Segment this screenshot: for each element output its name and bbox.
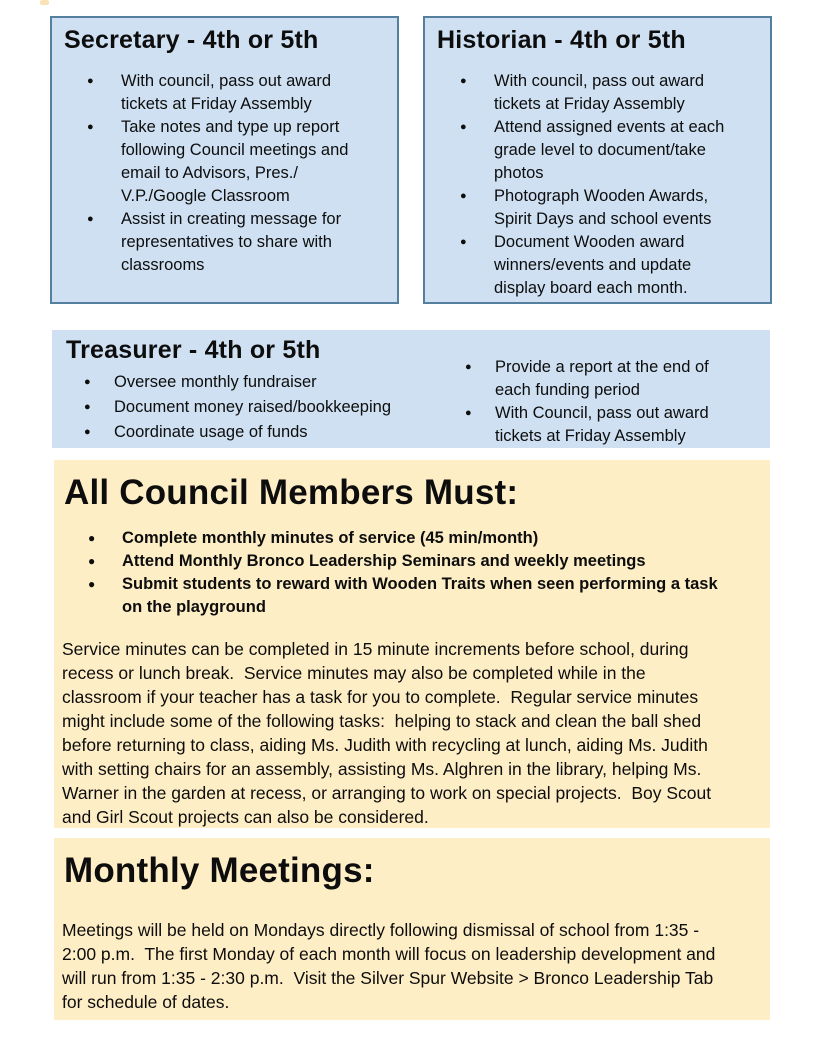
secretary-bullet-list [52, 70, 397, 277]
list-item: ● Assist in creating message for representatives to share with classrooms [52, 208, 354, 277]
list-item: ● Complete monthly minutes of service (45 min/month) [54, 527, 722, 550]
list-item: ● Attend Monthly Bronco Leadership Seminars and weekly meetings [54, 550, 722, 573]
list-item: ● With council, pass out award tickets at Friday Assembly [425, 70, 727, 116]
council-requirements-bullet-list [54, 527, 770, 619]
treasurer-role-box [52, 330, 770, 448]
list-item: ● Provide a report at the end of each funding period [461, 356, 728, 402]
list-item: ● Submit students to reward with Wooden Traits when seen performing a task on the playground [54, 573, 722, 619]
historian-bullet-list [425, 70, 770, 300]
historian-title: Historian - 4th or 5th [437, 26, 686, 54]
treasurer-bullet-list-right [461, 356, 728, 448]
list-item: ● Coordinate usage of funds [52, 420, 434, 445]
council-requirements-box [54, 460, 770, 828]
secretary-title: Secretary - 4th or 5th [64, 26, 319, 54]
list-item: ● With Council, pass out award tickets at Friday Assembly [461, 402, 728, 448]
list-item: ● Photograph Wooden Awards, Spirit Days and school events [425, 185, 727, 231]
monthly-meetings-paragraph: Meetings will be held on Mondays directly following dismissal of school from 1:35 - 2:00 p.m. The first Monday of each month will focus on leadership development and will run from 1:35 - 2:30 p.m. Visit the Silver Spur Website > Bronco Leadership Tab for schedule of dates. [62, 920, 721, 1012]
service-minutes-paragraph: Service minutes can be completed in 15 minute increments before school, during recess or lunch break. Service minutes may also be completed while in the classroom if your teacher has a task for you to complete. Regular service minutes might include some of the following tasks: helping to stack and clean the ball shed before returning to class, aiding Ms. Judith with recycling at lunch, aiding Ms. Judith with setting chairs for an assembly, assisting Ms. Alghren in the library, helping Ms. Warner in the garden at recess, or arranging to work on special projects. Boy Scout and Girl Scout projects can also be considered. [62, 639, 716, 827]
list-item: ● Document money raised/bookkeeping [52, 395, 434, 420]
historian-role-box [423, 16, 772, 304]
council-requirements-title: All Council Members Must: [64, 473, 519, 512]
list-item: ● Oversee monthly fundraiser [52, 370, 434, 395]
secretary-role-box [50, 16, 399, 304]
list-item: ● Take notes and type up report following Council meetings and email to Advisors, Pres./ V.P./Google Classroom [52, 116, 354, 208]
list-item: ● Document Wooden award winners/events and update display board each month. [425, 231, 727, 300]
list-item: ● With council, pass out award tickets at Friday Assembly [52, 70, 354, 116]
list-item: ● Attend assigned events at each grade level to document/take photos [425, 116, 727, 185]
monthly-meetings-box [54, 838, 770, 1020]
stray-mark [40, 0, 49, 5]
monthly-meetings-title: Monthly Meetings: [64, 851, 375, 890]
treasurer-title: Treasurer - 4th or 5th [66, 336, 321, 364]
